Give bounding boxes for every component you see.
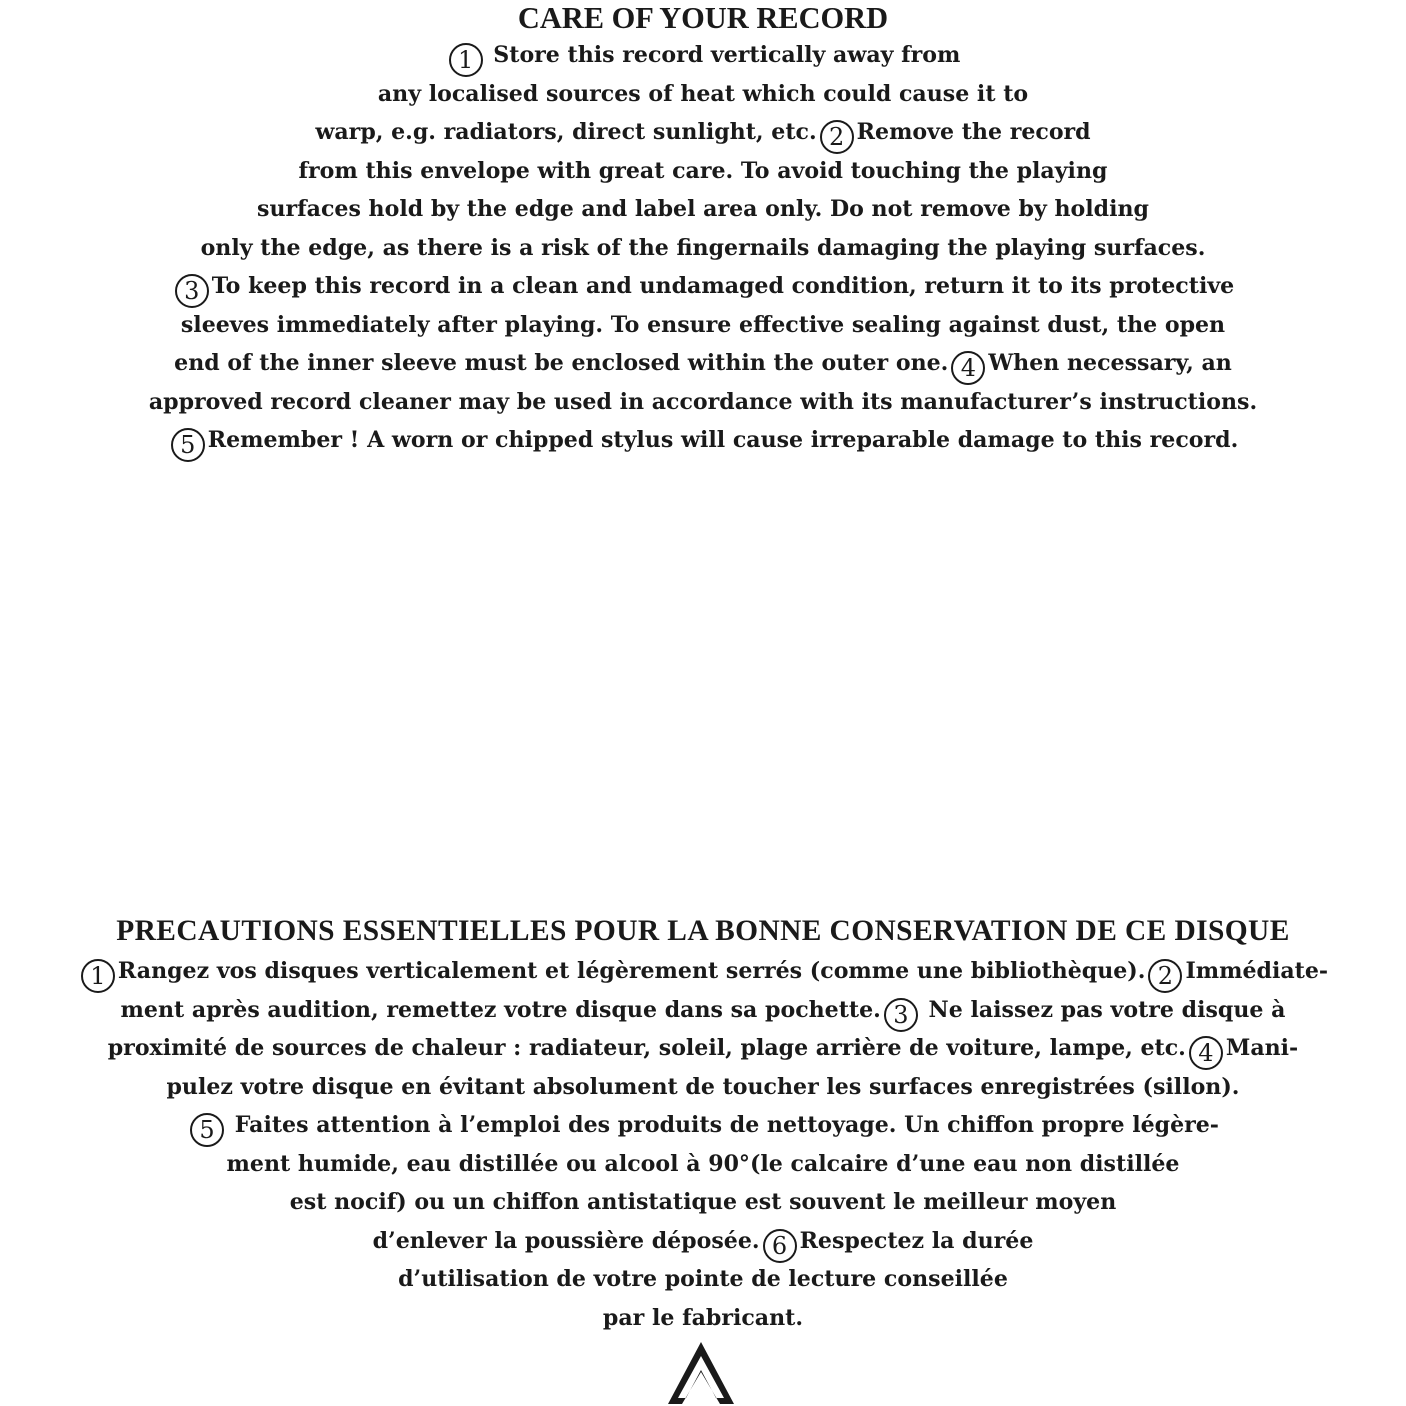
text-line <box>0 36 1406 75</box>
text-line <box>0 1299 1406 1338</box>
text-line <box>0 1106 1406 1145</box>
text-segment: est nocif) ou un chiffon antistatique est souvent le meilleur moyen <box>289 1189 1117 1215</box>
care-title: CARE OF YOUR RECORD <box>517 1 889 35</box>
text-line <box>0 1183 1406 1222</box>
text-segment: d’utilisation de votre pointe de lecture conseillée <box>398 1266 1008 1292</box>
text-segment: To keep this record in a clean and undamaged condition, return it to its protective <box>211 273 1235 299</box>
french-precautions-section <box>0 910 1406 1337</box>
text-segment: Rangez vos disques verticalement et légèrement serrés (comme une bibliothèque). <box>117 958 1146 984</box>
text-segment: pulez votre disque en évitant absolument de toucher les surfaces enregistrées (sillon). <box>166 1073 1240 1100</box>
french-body <box>0 952 1406 1337</box>
text-segment: ment humide, eau distillée ou alcool à 90°(le calcaire d’une eau non distillée <box>226 1150 1180 1177</box>
care-instructions-section <box>0 0 1406 460</box>
text-line <box>0 1260 1406 1299</box>
text-line <box>0 306 1406 345</box>
text-line <box>0 952 1406 991</box>
text-line <box>0 152 1406 191</box>
text-segment: ment après audition, remettez votre disque dans sa pochette. <box>120 996 881 1023</box>
text-line <box>0 383 1406 422</box>
text-segment: approved record cleaner may be used in accordance with its manufacturer’s instructions. <box>148 388 1258 415</box>
french-title: PRECAUTIONS ESSENTIELLES POUR LA BONNE CONSERVATION DE CE DISQUE <box>116 915 1290 947</box>
text-segment: d’enlever la poussière déposée. <box>372 1227 760 1254</box>
text-line <box>0 1029 1406 1068</box>
text-segment: Ne laissez pas votre disque à <box>920 996 1286 1023</box>
text-segment: Remove the record <box>856 119 1091 145</box>
circled-number-icon: 5 <box>171 428 205 462</box>
text-segment: Remember ! A worn or chipped stylus will cause irreparable damage to this record. <box>207 427 1239 453</box>
circled-number-icon: 1 <box>449 43 483 77</box>
text-line <box>0 344 1406 383</box>
text-segment: any localised sources of heat which could cause it to <box>377 80 1029 107</box>
circled-number-icon: 5 <box>190 1113 224 1147</box>
circled-number-icon: 4 <box>951 351 985 385</box>
text-line <box>0 421 1406 460</box>
text-segment: surfaces hold by the edge and label area only. Do not remove by holding <box>257 196 1149 222</box>
care-body <box>0 36 1406 460</box>
text-line <box>0 1222 1406 1261</box>
text-segment: end of the inner sleeve must be enclosed within the outer one. <box>174 350 949 376</box>
text-line <box>0 113 1406 152</box>
circled-number-icon: 1 <box>81 959 115 993</box>
text-segment: sleeves immediately after playing. To ensure effective sealing against dust, the open <box>180 311 1226 338</box>
circled-number-icon: 3 <box>175 274 209 308</box>
text-segment: When necessary, an <box>988 350 1232 376</box>
logo-mark <box>668 1342 734 1404</box>
text-segment: Respectez la durée <box>799 1227 1034 1254</box>
text-segment: only the edge, as there is a risk of the fingernails damaging the playing surfaces. <box>200 234 1206 261</box>
circled-number-icon: 2 <box>820 120 854 154</box>
text-segment: proximité de sources de chaleur : radiateur, soleil, plage arrière de voiture, lampe, etc. <box>107 1035 1186 1061</box>
circled-number-icon: 6 <box>763 1229 797 1263</box>
text-line <box>0 229 1406 268</box>
text-segment: Immédiate- <box>1185 958 1329 984</box>
text-line <box>0 1145 1406 1184</box>
circled-number-icon: 2 <box>1148 959 1182 993</box>
text-line <box>0 75 1406 114</box>
text-segment: par le fabricant. <box>602 1304 804 1331</box>
circled-number-icon: 4 <box>1189 1036 1223 1070</box>
circled-number-icon: 3 <box>884 998 918 1032</box>
text-segment: from this envelope with great care. To avoid touching the playing <box>298 157 1108 184</box>
text-line <box>0 1068 1406 1107</box>
triangle-logo-icon <box>668 1342 734 1404</box>
text-line <box>0 991 1406 1030</box>
text-segment: Store this record vertically away from <box>485 42 961 68</box>
text-segment: warp, e.g. radiators, direct sunlight, etc. <box>315 119 817 145</box>
text-line <box>0 267 1406 306</box>
text-segment: Faites attention à l’emploi des produits de nettoyage. Un chiffon propre légère- <box>227 1112 1219 1138</box>
text-line <box>0 190 1406 229</box>
text-segment: Mani- <box>1225 1035 1299 1061</box>
